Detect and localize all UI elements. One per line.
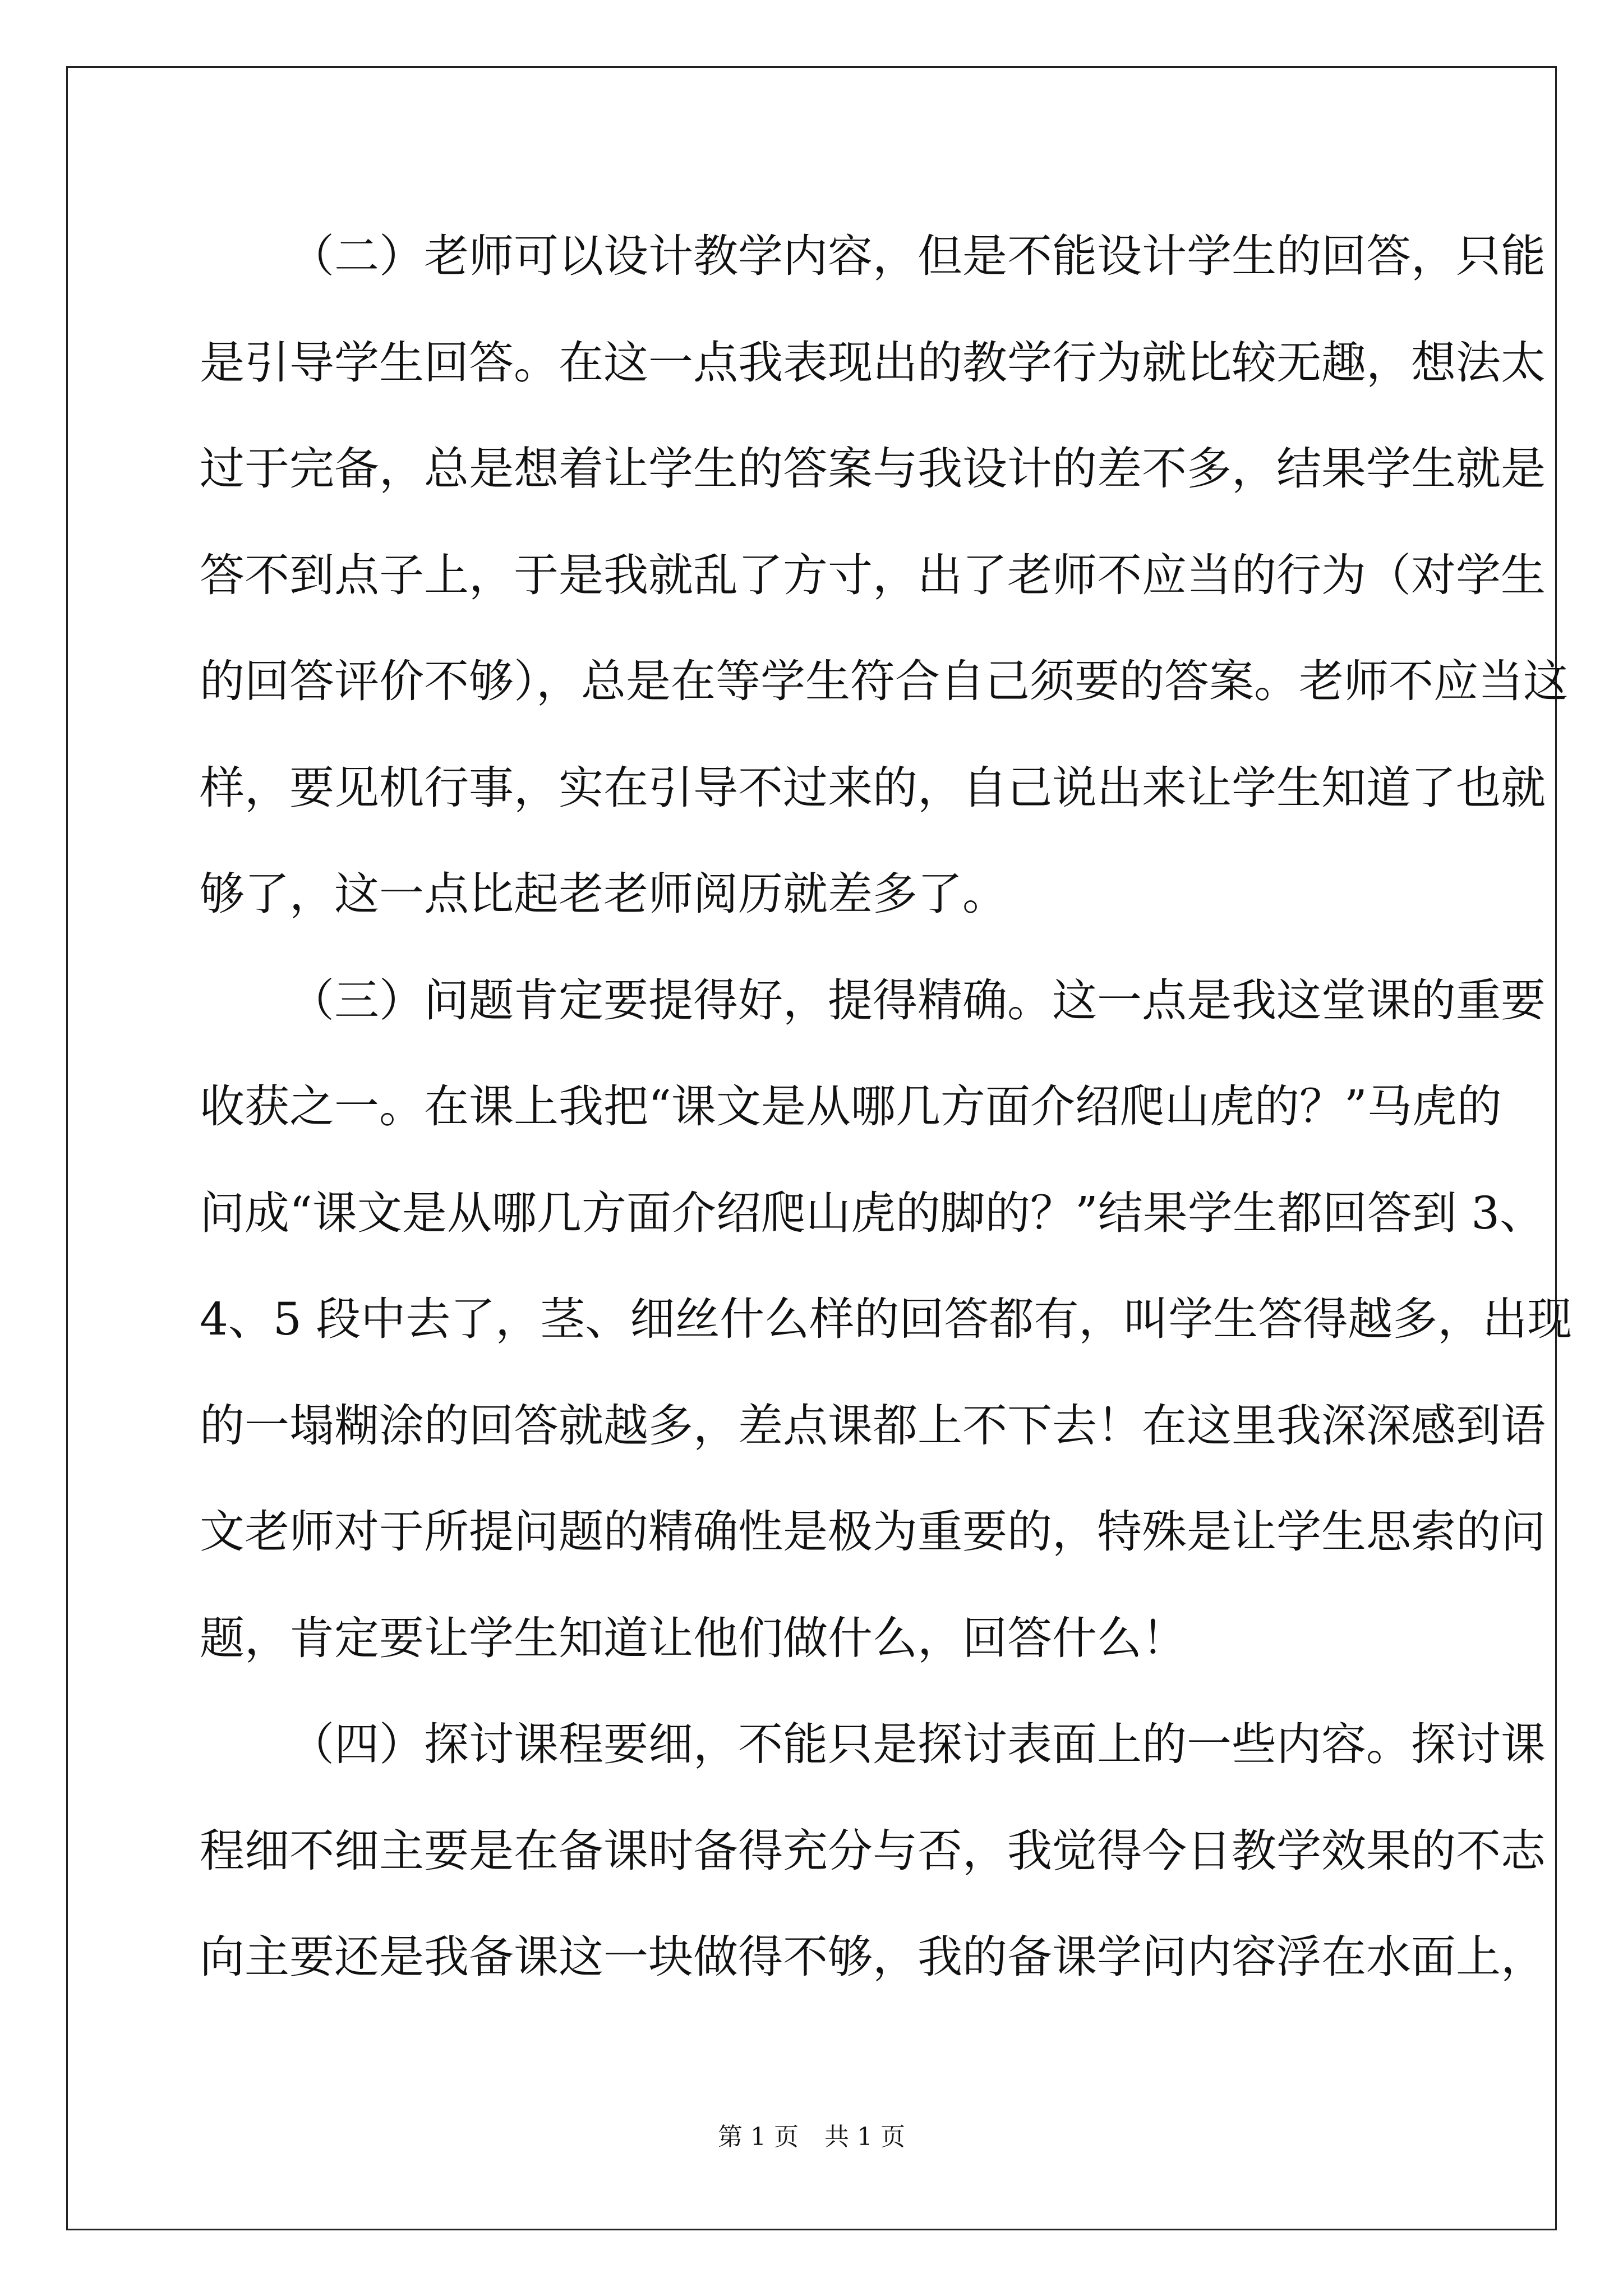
paragraph-line: 问成“课文是从哪几方面介绍爬山虎的脚的？”结果学生都回答到 3、 <box>200 1186 1545 1239</box>
paragraph-line: （三）问题肯定要提得好，提得精确。这一点是我这堂课的重要 <box>289 974 1546 1027</box>
paragraph-line: （四）探讨课程要细，不能只是探讨表面上的一些内容。探讨课 <box>289 1718 1546 1770</box>
paragraph-line: 收获之一。在课上我把“课文是从哪几方面介绍爬山虎的？”马虎的 <box>200 1080 1502 1133</box>
document-body <box>200 203 1573 2010</box>
paragraph-line: 题，肯定要让学生知道让他们做什么，回答什么！ <box>200 1612 1187 1664</box>
paragraph-line: 够了，这一点比起老老师阅历就差多了。 <box>200 868 1007 920</box>
page-total: 共 1 页 <box>824 2123 905 2151</box>
paragraph-line: 向主要还是我备课这一块做得不够，我的备课学问内容浮在水面上， <box>200 1931 1546 1983</box>
paragraph-line: 答不到点子上，于是我就乱了方寸，出了老师不应当的行为（对学生 <box>200 549 1546 601</box>
paragraph-line: 是引导学生回答。在这一点我表现出的教学行为就比较无趣，想法太 <box>200 336 1546 389</box>
paragraph-line: 4、5 段中去了，茎、细丝什么样的回答都有，叫学生答得越多，出现 <box>200 1293 1573 1345</box>
paragraph-line: （二）老师可以设计教学内容，但是不能设计学生的回答，只能 <box>289 230 1546 282</box>
paragraph-line: 文老师对于所提问题的精确性是极为重要的，特殊是让学生思索的问 <box>200 1506 1546 1558</box>
paragraph-line: 的回答评价不够），总是在等学生符合自己须要的答案。老师不应当这 <box>200 655 1568 707</box>
page-number: 第 1 页 <box>718 2123 799 2151</box>
paragraph-line: 的一塌糊涂的回答就越多，差点课都上不下去！在这里我深深感到语 <box>200 1399 1546 1452</box>
page-footer <box>0 2120 1623 2154</box>
paragraph-line: 样，要见机行事，实在引导不过来的，自己说出来让学生知道了也就 <box>200 761 1546 814</box>
paragraph-line: 程细不细主要是在备课时备得充分与否，我觉得今日教学效果的不志 <box>200 1824 1546 1877</box>
paragraph-line: 过于完备，总是想着让学生的答案与我设计的差不多，结果学生就是 <box>200 443 1546 495</box>
